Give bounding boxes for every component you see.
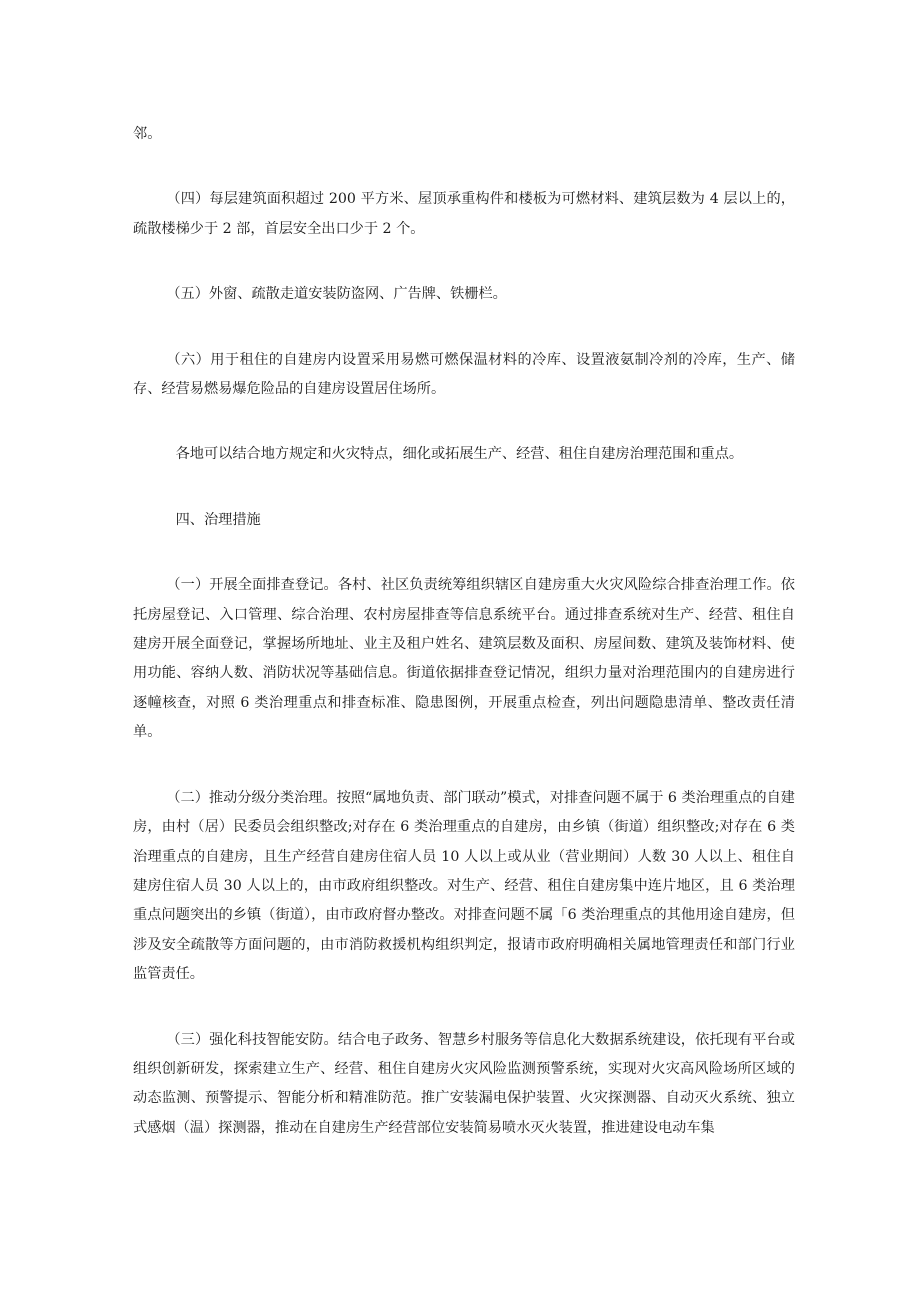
- paragraph-item-4: （四）每层建筑面积超过 200 平方米、屋顶承重构件和楼板为可燃材料、建筑层数为 4 层以上的，疏散楼梯少于 2 部，首层安全出口少于 2 个。: [133, 191, 795, 237]
- paragraph-item-5: （五）外窗、疏散走道安装防盗网、广告牌、铁栅栏。: [166, 286, 507, 303]
- paragraph-continuation: 邻。: [133, 126, 162, 142]
- paragraph-measure-2: （二）推动分级分类治理。按照“属地负责、部门联动”模式，对排查问题不属于 6 类治理重点的自建房，由村（居）民委员会组织整改;对存在 6 类治理重点的自建房，由乡镇（街道）组织整改;对存在 6 类治理重点的自建房，且生产经营自建房住宿人员 10 人以上或从业（营业期间）人数 30 人以上、租住自建房住宿人员 30 人以上的，由市政府组织整改。对生产、经营、租住自建房集中连片地区，且 6 类治理重点问题突出的乡镇（街道），由市政府督办整改。对排查问题不属「6 类治理重点的其他用途自建房，但涉及安全疏散等方面问题的，由市消防救援机构组织判定，报请市政府明确相关属地管理责任和部门行业监管责任。: [133, 789, 795, 983]
- paragraph-measure-3: （三）强化科技智能安防。结合电子政务、智慧乡村服务等信息化大数据系统建设，依托现有平台或组织创新研发，探索建立生产、经营、租住自建房火灾风险监测预警系统，实现对火灾高风险场所区域的动态监测、预警提示、智能分析和精准防范。推广安装漏电保护装置、火灾探测器、自动灭火系统、独立式感烟（温）探测器，推动在自建房生产经营部位安装简易喷水灭火装置，推进建设电动车集: [133, 1031, 795, 1136]
- paragraph-local-scope: 各地可以结合地方规定和火灾特点，细化或拓展生产、经营、租住自建房治理范围和重点。: [175, 446, 744, 463]
- section-heading-measures: 四、治理措施: [175, 511, 261, 528]
- document-body: [133, 120, 795, 1179]
- paragraph-item-6: （六）用于租住的自建房内设置采用易燃可燃保温材料的冷库、设置液氨制冷剂的冷库，生产、储存、经营易燃易爆危险品的自建房设置居住场所。: [133, 351, 795, 398]
- paragraph-measure-1: （一）开展全面排查登记。各村、社区负责统筹组织辖区自建房重大火灾风险综合排查治理工作。依托房屋登记、入口管理、综合治理、农村房屋排查等信息系统平台。通过排查系统对生产、经营、租住自建房开展全面登记，掌握场所地址、业主及租户姓名、建筑层数及面积、房屋间数、建筑及装饰材料、使用功能、容纳人数、消防状况等基础信息。街道依据排查登记情况，组织力量对治理范围内的自建房进行逐幢核查，对照 6 类治理重点和排查标准、隐患图例，开展重点检查，列出问题隐患清单、整改责任清单。: [133, 577, 795, 741]
